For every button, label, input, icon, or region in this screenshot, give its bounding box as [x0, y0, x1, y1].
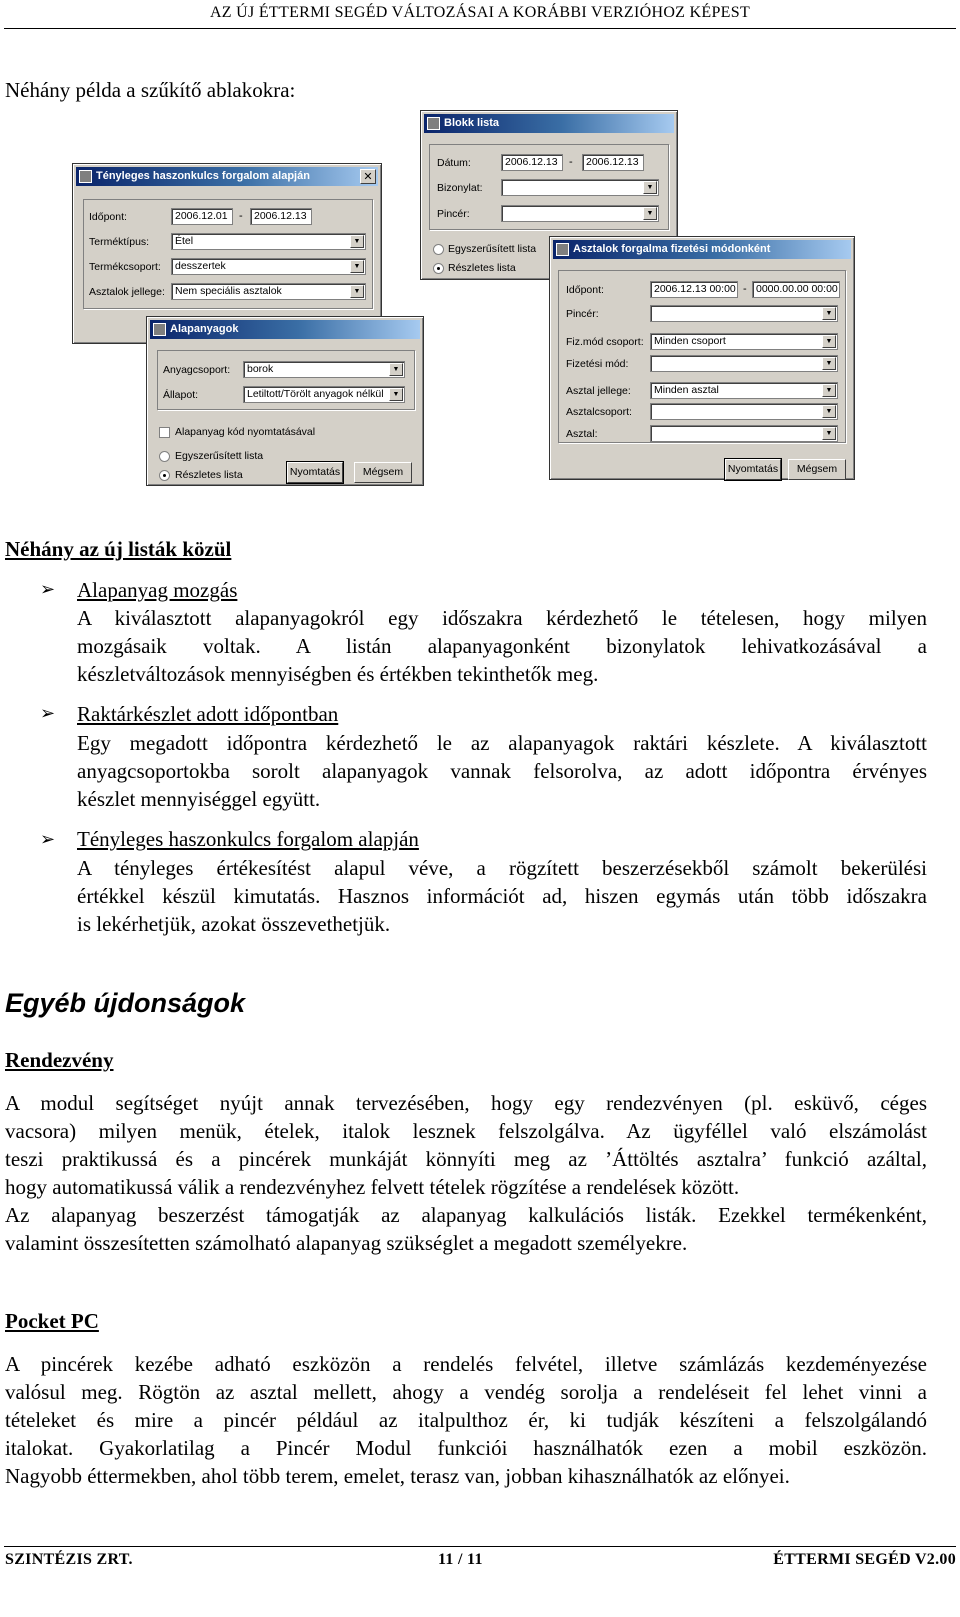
date-label: Időpont:	[566, 284, 604, 296]
list-item-line: készletváltozások mennyiségben és értékben tekinthetők meg.	[77, 662, 599, 686]
chevron-down-icon[interactable]: ▼	[822, 307, 836, 320]
table-label: Asztalok jellege:	[89, 286, 165, 298]
list-item-line: is lekérhetjük, azokat összevethetjük.	[77, 912, 391, 936]
tabletype-value: Minden asztal	[654, 384, 719, 396]
bullet-icon: ➢	[40, 703, 56, 724]
table-label: Asztal:	[566, 428, 598, 440]
state-label: Állapot:	[163, 389, 199, 401]
footer-product: ÉTTERMI SEGÉD V2.00	[773, 1551, 956, 1568]
list-item-line: készlet mennyiséggel együtt.	[77, 787, 321, 811]
paragraph-line: Nagyobb éttermekben, ahol több terem, emelet, terasz van, jobban kihasználhatók az előnyei.	[5, 1464, 790, 1488]
waiter-select[interactable]	[650, 305, 838, 322]
chevron-down-icon[interactable]: ▼	[389, 363, 403, 376]
chevron-down-icon[interactable]: ▼	[350, 235, 364, 248]
window-icon	[556, 243, 569, 256]
running-header: AZ ÚJ ÉTTERMI SEGÉD VÁLTOZÁSAI A KORÁBBI VERZIÓHOZ KÉPEST	[209, 4, 751, 21]
header-rule	[4, 28, 956, 29]
table-value: Nem speciális asztalok	[175, 285, 282, 297]
summary-label: Egyszerűsített lista	[175, 450, 264, 462]
chevron-down-icon[interactable]: ▼	[822, 427, 836, 440]
list-item-line: mozgásaik voltak. A listán alapanyagonként bizonylatok lehivatkozásával a	[77, 634, 927, 658]
dialog-title: Tényleges haszonkulcs forgalom alapján	[76, 167, 378, 186]
list-item-line: A kiválasztott alapanyagokról egy időszakra kérdezhető le tételesen, hogy milyen	[77, 606, 927, 630]
table-select[interactable]	[650, 425, 838, 442]
paragraph-line: A modul segítséget nyújt annak tervezésében, hogy egy rendezvényen (pl. esküvő, céges	[5, 1091, 927, 1115]
paragraph-line: A pincérek kezébe adható eszközön a rendelés felvétel, illetve számlázás kezdeményezése	[5, 1352, 927, 1376]
paygroup-label: Fiz.mód csoport:	[566, 336, 644, 348]
chevron-down-icon[interactable]: ▼	[389, 388, 403, 401]
detailed-label: Részletes lista	[448, 262, 516, 274]
state-select[interactable]	[243, 386, 405, 403]
tabletype-label: Asztal jellege:	[566, 385, 631, 397]
paragraph-line: teszi praktikussá és a pincérek munkáját könnyíti meg az ’Áttöltés asztalra’ funkció azáltal,	[5, 1147, 927, 1171]
table-select[interactable]	[171, 283, 366, 300]
group-value: borok	[247, 363, 274, 375]
section-heading: Egyéb újdonságok	[5, 988, 246, 1018]
dialog-fizetesi	[549, 236, 855, 480]
doc-select[interactable]	[501, 179, 659, 196]
date-from-field[interactable]: 2006.12.13	[501, 154, 563, 171]
print-code-label: Alapanyag kód nyomtatásával	[175, 426, 316, 438]
close-button[interactable]: ✕	[360, 169, 376, 184]
paygroup-value: Minden csoport	[654, 335, 726, 347]
group-select[interactable]	[243, 361, 405, 378]
bullet-icon: ➢	[40, 579, 56, 600]
date-from-field[interactable]: 2006.12.13 00:00	[650, 281, 738, 298]
date-label: Dátum:	[437, 157, 471, 169]
paragraph-line: hogy automatikussá válik a rendezvényhez felvett tételek rögzítése a rendelések között.	[5, 1175, 740, 1199]
list-item-line: Egy megadott időpontra kérdezhető le az alapanyagok raktári készlete. A kiválasztott	[77, 731, 927, 755]
paygroup-select[interactable]	[650, 333, 838, 350]
chevron-down-icon[interactable]: ▼	[822, 384, 836, 397]
chevron-down-icon[interactable]: ▼	[822, 405, 836, 418]
date-separator: -	[569, 156, 573, 168]
intro-text: Néhány példa a szűkítő ablakokra:	[5, 78, 296, 102]
bullet-icon: ➢	[40, 829, 56, 850]
chevron-down-icon[interactable]: ▼	[643, 207, 657, 220]
group-label: Termékcsoport:	[89, 261, 161, 273]
group-select[interactable]	[171, 258, 366, 275]
rendezveny-heading: Rendezvény	[5, 1048, 114, 1072]
type-select[interactable]	[171, 233, 366, 250]
chevron-down-icon[interactable]: ▼	[350, 260, 364, 273]
date-separator: -	[239, 210, 243, 222]
summary-radio[interactable]	[433, 244, 444, 255]
date-from-field[interactable]: 2006.12.01	[171, 208, 233, 225]
group-label: Anyagcsoport:	[163, 364, 231, 376]
list-item-line: anyagcsoportokba sorolt alapanyagok vannak felsorolva, az adott időpontra érvényes	[77, 759, 927, 783]
state-value: Letiltott/Törölt anyagok nélkül	[247, 388, 384, 400]
date-to-field[interactable]: 2006.12.13	[582, 154, 644, 171]
footer-page-number: 11 / 11	[438, 1551, 483, 1568]
paragraph-line: valósul meg. Rögtön az asztal mellett, ahogy a vendég sorolja a rendeléseit fel lehet vinni a	[5, 1380, 927, 1404]
cancel-button[interactable]: Mégsem	[788, 459, 846, 480]
list-item-title: Tényleges haszonkulcs forgalom alapján	[77, 827, 419, 851]
window-icon	[427, 117, 440, 130]
list-item-title: Raktárkészlet adott időpontban	[77, 702, 339, 726]
date-to-field[interactable]: 2006.12.13	[250, 208, 312, 225]
list-item-title: Alapanyag mozgás	[77, 578, 238, 602]
chevron-down-icon[interactable]: ▼	[822, 335, 836, 348]
date-separator: -	[743, 283, 747, 295]
dialog-title: Blokk lista	[424, 114, 674, 133]
footer-company: SZINTÉZIS ZRT.	[5, 1551, 133, 1568]
detailed-label: Részletes lista	[175, 469, 243, 481]
chevron-down-icon[interactable]: ▼	[643, 181, 657, 194]
type-value: Étel	[175, 235, 194, 247]
paymode-select[interactable]	[650, 355, 838, 372]
footer-rule	[4, 1546, 956, 1547]
print-button[interactable]: Nyomtatás	[725, 459, 781, 480]
detailed-radio[interactable]	[433, 263, 444, 274]
tablegroup-select[interactable]	[650, 403, 838, 420]
cancel-button[interactable]: Mégsem	[354, 462, 412, 483]
list-item-line: A tényleges értékesítést alapul véve, a rögzített beszerzésekből számolt bekerülési	[77, 856, 927, 880]
summary-label: Egyszerűsített lista	[448, 243, 537, 255]
chevron-down-icon[interactable]: ▼	[822, 357, 836, 370]
dialog-title: Asztalok forgalma fizetési módonként	[553, 240, 851, 259]
waiter-label: Pincér:	[437, 208, 470, 220]
detailed-radio[interactable]	[159, 470, 170, 481]
paragraph-line: Az alapanyag beszerzést támogatják az alapanyag kalkulációs listák. Ezekkel termékenként,	[5, 1203, 927, 1227]
paragraph-line: valamint összesítetten számolható alapanyag szükséglet a megadott személyekre.	[5, 1231, 688, 1255]
chevron-down-icon[interactable]: ▼	[350, 285, 364, 298]
group-value: desszertek	[175, 260, 226, 272]
doc-label: Bizonylat:	[437, 182, 483, 194]
paragraph-line: italokat. Gyakorlatilag a Pincér Modul funkciói használhatók ezen a mobil eszközön.	[5, 1436, 927, 1460]
tabletype-select[interactable]	[650, 382, 838, 399]
print-button[interactable]: Nyomtatás	[287, 462, 343, 483]
window-icon	[79, 170, 92, 183]
paragraph-line: vacsora) milyen menük, ételek, italok lesznek felszolgálva. Az ügyféllel való elszámolást	[5, 1119, 927, 1143]
date-label: Időpont:	[89, 211, 127, 223]
waiter-label: Pincér:	[566, 308, 599, 320]
lists-heading: Néhány az új listák közül	[5, 537, 232, 561]
paymode-label: Fizetési mód:	[566, 358, 629, 370]
date-to-field[interactable]: 0000.00.00 00:00	[752, 281, 840, 298]
paragraph-line: tételeket és mire a pincér például az italpulthoz ér, ki tudják készíteni a felszolgálandó	[5, 1408, 927, 1432]
list-item-line: értékkel készül kimutatás. Hasznos információt ad, hiszen egymás után több időszakra	[77, 884, 927, 908]
print-code-checkbox[interactable]	[159, 427, 170, 438]
type-label: Terméktípus:	[89, 236, 150, 248]
window-icon	[153, 323, 166, 336]
dialog-title: Alapanyagok	[150, 320, 420, 339]
dialog-alapanyagok	[146, 316, 424, 486]
summary-radio[interactable]	[159, 451, 170, 462]
tablegroup-label: Asztalcsoport:	[566, 406, 632, 418]
waiter-select[interactable]	[501, 205, 659, 222]
pocket-heading: Pocket PC	[5, 1309, 99, 1333]
